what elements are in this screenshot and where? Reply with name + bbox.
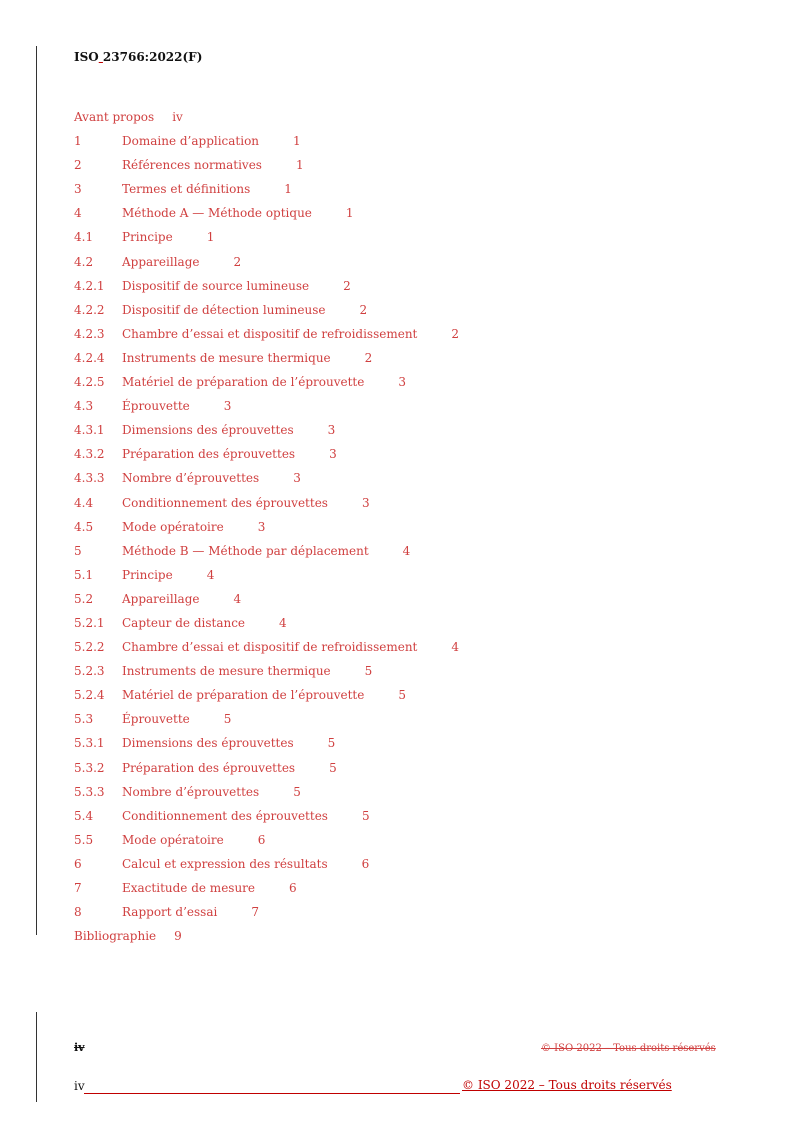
toc-number: Avant propos [74, 110, 155, 124]
toc-title: Matériel de préparation de l’éprouvette [122, 688, 365, 703]
toc-title: Préparation des éprouvettes [122, 760, 296, 775]
toc-page-number: 4 [233, 591, 242, 606]
toc-entry[interactable] [74, 515, 734, 539]
toc-entry[interactable] [74, 900, 734, 924]
toc-entry-text [74, 664, 372, 678]
toc-page-number: 4 [206, 567, 215, 582]
toc-entry[interactable] [74, 587, 734, 611]
toc-page-number: 6 [257, 832, 266, 847]
toc-page-number: 1 [206, 230, 215, 245]
toc-number: 4.3.2 [74, 447, 105, 462]
toc-entry-text [74, 134, 301, 148]
toc-number: 8 [74, 905, 82, 920]
toc-number: 4.2 [74, 254, 94, 269]
toc-entry-text [74, 785, 301, 799]
revision-bar-bottom [36, 1012, 37, 1102]
toc-title: Instruments de mesure thermique [122, 350, 331, 365]
toc-entry-text [74, 303, 367, 317]
toc-entry[interactable] [74, 852, 734, 876]
toc-title: Références normatives [122, 158, 262, 173]
toc-title: Exactitude de mesure [122, 881, 256, 895]
toc-entry-text [74, 158, 304, 172]
toc-entry[interactable] [74, 635, 734, 659]
toc-entry[interactable] [74, 442, 734, 466]
toc-entry-text [74, 399, 231, 413]
toc-page-number: 1 [295, 158, 304, 173]
toc-number: 5.1 [74, 567, 94, 582]
toc-title: Calcul et expression des résultats [122, 856, 328, 871]
toc-entry-text [74, 568, 214, 582]
toc-title: Principe [122, 567, 173, 582]
toc-page-number: 5 [361, 808, 370, 823]
toc-title: Nombre d’éprouvettes [122, 471, 260, 486]
toc-entry[interactable] [74, 491, 734, 515]
toc-number: 5.3.2 [74, 760, 105, 775]
toc-title: Capteur de distance [122, 615, 246, 630]
toc-number: 3 [74, 182, 82, 197]
toc-page-number: iv [172, 110, 183, 124]
toc-number: 4.2.2 [74, 302, 105, 317]
toc-number: 5.2.4 [74, 688, 105, 703]
toc-number: 5.3.3 [74, 784, 105, 799]
toc-page-number: 3 [329, 447, 337, 462]
toc-entry-text [74, 544, 410, 558]
toc-title: Principe [122, 230, 173, 245]
toc-number: 5.2.2 [74, 640, 105, 655]
footer-page-number: iv [74, 1079, 85, 1093]
toc-title: Méthode B — Méthode par déplacement [122, 543, 369, 558]
toc-title: Dispositif de détection lumineuse [122, 302, 326, 317]
toc-number: 1 [74, 134, 82, 149]
toc-number: 4.3 [74, 399, 94, 414]
toc-entry[interactable] [74, 611, 734, 635]
toc-entry-text [74, 279, 351, 293]
toc-page-number: 6 [289, 881, 297, 895]
toc-entry[interactable] [74, 563, 734, 587]
toc-number: 7 [74, 881, 82, 895]
toc-entry-text [74, 182, 292, 196]
toc-page-number: 6 [361, 856, 370, 871]
toc-number: 4.4 [74, 495, 94, 510]
toc-page-number: 3 [398, 375, 406, 390]
toc-page-number: 2 [364, 350, 373, 365]
toc-entry[interactable] [74, 177, 734, 201]
toc-title: Termes et définitions [122, 182, 251, 197]
toc-entry-text [74, 688, 406, 702]
toc-entry[interactable] [74, 394, 734, 418]
toc-page-number: 1 [284, 182, 292, 197]
toc-page-number: 2 [359, 302, 368, 317]
toc-title: Appareillage [122, 591, 200, 606]
toc-title: Dispositif de source lumineuse [122, 278, 310, 293]
title-prefix: ISO [74, 50, 99, 64]
toc-number: 5.4 [74, 808, 94, 823]
toc-number: 5 [74, 543, 82, 558]
toc-title: Conditionnement des éprouvettes [122, 808, 328, 823]
toc-number: 5.3.1 [74, 736, 105, 751]
toc-entry-text [74, 857, 369, 871]
toc-number: 4.5 [74, 519, 94, 534]
toc-title: Domaine d’application [122, 134, 260, 149]
toc-entry-text [74, 640, 459, 654]
title-suffix: 23766:2022(F) [102, 50, 203, 64]
toc-number: 5.3 [74, 712, 94, 727]
toc-page-number: 4 [451, 640, 460, 655]
toc-entry[interactable] [74, 346, 734, 370]
toc-title: Chambre d’essai et dispositif de refroidissement [122, 640, 418, 655]
toc-entry-text [74, 496, 370, 510]
footer-copyright: © ISO 2022 – Tous droits réservés [462, 1078, 672, 1092]
toc-title: Matériel de préparation de l’éprouvette [122, 375, 365, 390]
toc-number: 4.1 [74, 230, 94, 245]
toc-page-number: 2 [233, 254, 242, 269]
toc-title: Rapport d’essai [122, 905, 218, 920]
toc-entry-text [74, 327, 459, 341]
toc-entry-text [74, 351, 372, 365]
toc-entry-text [74, 206, 354, 220]
toc-number: 4.2.4 [74, 350, 105, 365]
toc-entry-text [74, 230, 214, 244]
toc-number: 5.5 [74, 832, 94, 847]
toc-entry[interactable] [74, 659, 734, 683]
toc-title: Éprouvette [122, 712, 190, 727]
toc-page-number: 5 [223, 712, 232, 727]
toc-entry-text [74, 471, 301, 485]
toc-number: 5.2.1 [74, 615, 105, 630]
toc-entry[interactable] [74, 707, 734, 731]
toc-title: Instruments de mesure thermique [122, 664, 331, 679]
toc-entry[interactable] [74, 105, 734, 129]
toc-number: 4.2.5 [74, 375, 105, 390]
toc-entry-text [74, 616, 287, 630]
toc-page-number: 5 [329, 760, 337, 775]
toc-page-number: 5 [327, 736, 336, 751]
toc-entry-text [74, 881, 297, 895]
toc-entry[interactable] [74, 756, 734, 780]
toc-entry[interactable] [74, 466, 734, 490]
toc-entry[interactable] [74, 322, 734, 346]
toc-title: Dimensions des éprouvettes [122, 736, 294, 751]
toc-entry[interactable] [74, 828, 734, 852]
toc-entry[interactable] [74, 418, 734, 442]
toc-title: Éprouvette [122, 399, 190, 414]
toc-entry-text [74, 929, 182, 943]
toc-title: Appareillage [122, 254, 200, 269]
toc-entry[interactable] [74, 298, 734, 322]
toc-number: 4.2.1 [74, 278, 105, 293]
toc-number: 6 [74, 856, 82, 871]
toc-title: Préparation des éprouvettes [122, 447, 296, 462]
toc-number: 4 [74, 206, 82, 221]
toc-entry-text [74, 255, 241, 269]
toc-title: Conditionnement des éprouvettes [122, 495, 328, 510]
toc-entry[interactable] [74, 201, 734, 225]
toc-entry[interactable] [74, 370, 734, 394]
toc-entry-text [74, 592, 241, 606]
toc-entry-text [74, 423, 335, 437]
toc-page-number: 3 [361, 495, 370, 510]
footer-deleted-page-number: iv [74, 1041, 85, 1054]
toc-number: 4.3.3 [74, 471, 105, 486]
toc-entry-text [74, 736, 335, 750]
toc-entry[interactable] [74, 153, 734, 177]
toc-page-number: 1 [345, 206, 354, 221]
toc-page-number: 4 [402, 543, 411, 558]
toc-page-number: 2 [343, 278, 351, 293]
toc-entry[interactable] [74, 804, 734, 828]
footer-deleted-copyright: © ISO 2022 – Tous droits réservés [541, 1043, 716, 1054]
toc-page-number: 2 [451, 326, 460, 341]
toc-entry[interactable] [74, 924, 734, 948]
toc-entry[interactable] [74, 129, 734, 153]
toc-number: 4.2.3 [74, 326, 105, 341]
toc-entry-text [74, 761, 337, 775]
toc-title: Méthode A — Méthode optique [122, 206, 312, 221]
toc-entry[interactable] [74, 731, 734, 755]
toc-title: Mode opératoire [122, 519, 224, 534]
toc-page-number: 7 [251, 905, 259, 920]
toc-number: 4.3.1 [74, 423, 105, 438]
toc-page-number: 1 [293, 134, 301, 149]
toc-entry[interactable] [74, 683, 734, 707]
toc-entry-text [74, 447, 337, 461]
toc-page-number: 3 [327, 423, 336, 438]
toc-title: Dimensions des éprouvettes [122, 423, 294, 438]
toc-page-number: 3 [293, 471, 301, 486]
toc-entry-text [74, 520, 265, 534]
toc-entry[interactable] [74, 539, 734, 563]
toc-page-number: 5 [398, 688, 406, 703]
toc-number: 5.2 [74, 591, 94, 606]
toc-entry[interactable] [74, 780, 734, 804]
toc-title: Mode opératoire [122, 832, 224, 847]
toc-entry[interactable] [74, 876, 734, 900]
table-of-contents [74, 105, 734, 948]
toc-entry[interactable] [74, 250, 734, 274]
document-title [74, 50, 202, 64]
toc-page-number: 9 [174, 929, 182, 944]
toc-page-number: 3 [223, 399, 232, 414]
toc-page-number: 4 [279, 615, 287, 630]
toc-number: 5.2.3 [74, 664, 105, 679]
toc-entry-text [74, 712, 231, 726]
toc-title: Chambre d’essai et dispositif de refroidissement [122, 326, 418, 341]
toc-entry-text [74, 833, 265, 847]
toc-page-number: 5 [364, 664, 373, 679]
toc-entry-text [74, 110, 183, 124]
toc-page-number: 5 [293, 784, 301, 799]
toc-page-number: 3 [257, 519, 266, 534]
toc-number: Bibliographie [74, 929, 157, 944]
toc-entry[interactable] [74, 225, 734, 249]
footer-underline [84, 1093, 460, 1094]
toc-number: 2 [74, 158, 82, 173]
revision-bar-top [36, 46, 37, 935]
toc-entry-text [74, 809, 370, 823]
toc-entry-text [74, 905, 259, 919]
toc-entry[interactable] [74, 274, 734, 298]
toc-title: Nombre d’éprouvettes [122, 784, 260, 799]
toc-entry-text [74, 375, 406, 389]
